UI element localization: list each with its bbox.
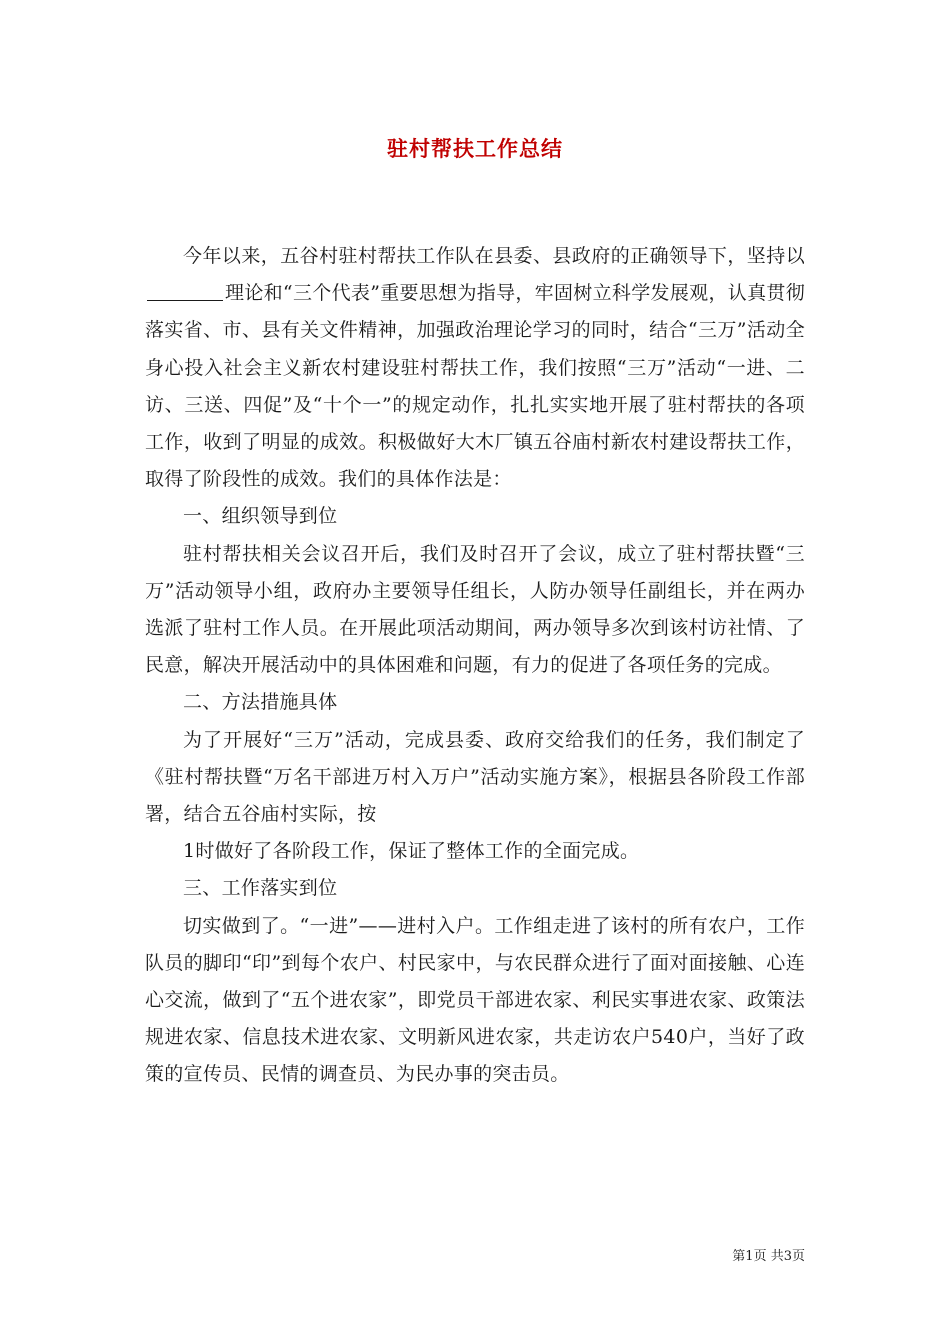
- intro-text-before-blank: 今年以来，五谷村驻村帮扶工作队在县委、县政府的正确领导下，坚持以: [183, 245, 805, 267]
- section2-paragraph: 为了开展好“三万”活动，完成县委、政府交给我们的任务，我们制定了《驻村帮扶暨“万名干部进万村入万户”活动实施方案》，根据县各阶段工作部署，结合五谷庙村实际，按: [145, 728, 805, 826]
- section2-heading: 二、方法措施具体: [183, 691, 338, 714]
- page-label-mid: 页 共: [753, 1249, 784, 1264]
- fill-in-blank: [147, 280, 223, 301]
- section3-paragraph: 切实做到了。“一进”——进村入户。工作组走进了该村的所有农户，工作队员的脚印“印”到每个农户、村民家中，与农民群众进行了面对面接触、心连心交流，做到了“五个进农家”，即党员干部进农家、利民实事进农家、政策法规进农家、信息技术进农家、文明新风进农家，共走访农户540户，当好了政策的宣传员、民情的调查员、为民办事的突击员。: [145, 914, 805, 1086]
- section2-paragraph-continued: 1时做好了各阶段工作，保证了整体工作的全面完成。: [183, 840, 640, 863]
- document-body: [145, 238, 805, 1094]
- page-title: 驻村帮扶工作总结: [387, 136, 563, 161]
- section1-heading: 一、组织领导到位: [183, 505, 338, 528]
- page-label-prefix: 第: [732, 1249, 746, 1264]
- current-page-number: 1: [745, 1249, 754, 1264]
- section3-heading: 三、工作落实到位: [183, 877, 338, 900]
- section1-paragraph: 驻村帮扶相关会议召开后，我们及时召开了会议，成立了驻村帮扶暨“三万”活动领导小组，政府办主要领导任组长，人防办领导任副组长，并在两办选派了驻村工作人员。在开展此项活动期间，两办领导多次到该村访社情、了民意，解决开展活动中的具体困难和问题，有力的促进了各项任务的完成。: [145, 542, 805, 677]
- total-pages-number: 3: [783, 1249, 792, 1264]
- page-label-suffix: 页: [791, 1249, 805, 1264]
- page-number-footer: [732, 1248, 805, 1266]
- intro-text-after-blank: 理论和“三个代表”重要思想为指导，牢固树立科学发展观，认真贯彻落实省、市、县有关文件精神，加强政治理论学习的同时，结合“三万”活动全身心投入社会主义新农村建设驻村帮扶工作，我们按照“三万”活动“一进、二访、三送、四促”及“十个一”的规定动作，扎扎实实地开展了驻村帮扶的各项工作，收到了明显的成效。积极做好大木厂镇五谷庙村新农村建设帮扶工作，取得了阶段性的成效。我们的具体作法是：: [145, 282, 805, 491]
- intro-paragraph: [145, 238, 805, 498]
